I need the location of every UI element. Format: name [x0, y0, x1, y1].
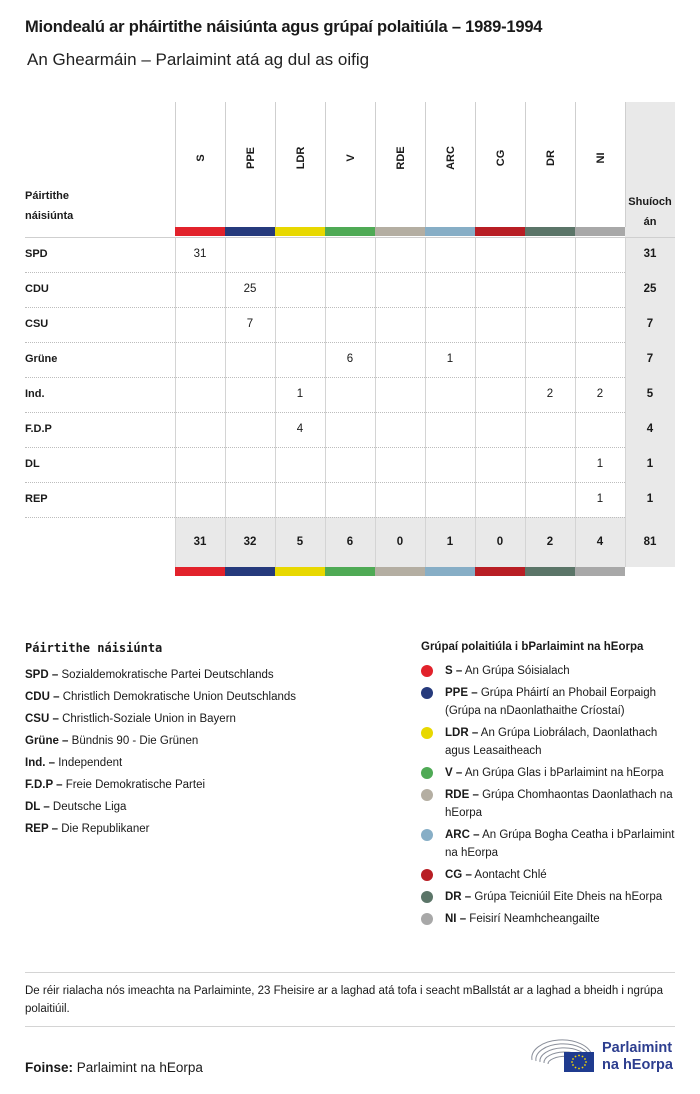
column-header-ldr [275, 102, 326, 227]
party-full-name: Freie Demokratische Partei [65, 779, 206, 791]
column-total: 6 [346, 536, 354, 548]
seat-cell [525, 237, 575, 272]
seat-cell: 7 [246, 318, 254, 330]
group-code: NI [595, 152, 607, 164]
top-color-swatch-s [175, 227, 225, 236]
column-header-rde [375, 102, 426, 227]
seat-cell [475, 482, 525, 517]
party-full-name: Deutsche Liga [52, 801, 127, 813]
group-code: ARC [445, 146, 457, 170]
column-header-dr [525, 102, 576, 227]
seat-cell [525, 307, 575, 342]
seat-cell [225, 412, 275, 447]
group-abbr: CG – [445, 869, 472, 881]
seat-cell: 4 [296, 423, 304, 435]
seat-cell [225, 377, 275, 412]
party-legend-item [25, 708, 296, 730]
seat-cell [175, 412, 225, 447]
party-name: Grüne [25, 353, 58, 365]
seat-cell [175, 482, 225, 517]
seat-cell [525, 412, 575, 447]
group-color-dot [421, 727, 433, 739]
seat-cell: 25 [243, 283, 257, 295]
group-color-dot [421, 687, 433, 699]
group-full-name: An Grúpa Bogha Ceatha i bParlaimint na hEorpa [445, 829, 675, 859]
seat-cell [425, 412, 475, 447]
page-subtitle: An Ghearmáin – Parlaimint atá ag dul as oifig [27, 50, 370, 69]
party-name: CDU [25, 283, 49, 295]
group-legend-item [421, 866, 681, 884]
row-divider [25, 447, 625, 448]
group-color-dot [421, 891, 433, 903]
source-line [25, 1060, 203, 1075]
column-total: 0 [396, 536, 404, 548]
seat-cell [225, 237, 275, 272]
top-color-swatch-ldr [275, 227, 325, 236]
seat-cell [325, 412, 375, 447]
column-header-ni [575, 102, 626, 227]
grand-total: 81 [643, 536, 657, 548]
seat-cell [525, 272, 575, 307]
column-total: 5 [296, 536, 304, 548]
source-label: Foinse: [25, 1060, 74, 1075]
total-header-line-1: Shuíoch [628, 196, 672, 208]
group-color-dot [421, 913, 433, 925]
bottom-color-swatch-v [325, 567, 375, 576]
table-row [25, 307, 675, 342]
bottom-color-swatch-s [175, 567, 225, 576]
group-legend [421, 641, 681, 932]
seat-cell [225, 447, 275, 482]
seat-cell [425, 237, 475, 272]
column-total: 2 [546, 536, 554, 548]
seat-cell [275, 447, 325, 482]
seat-cell [325, 307, 375, 342]
seat-cell [375, 412, 425, 447]
seat-cell: 31 [193, 248, 207, 260]
group-abbr: S – [445, 665, 463, 677]
page-title: Miondealú ar pháirtithe náisiúnta agus grúpaí polaitiúla – 1989-1994 [25, 18, 543, 36]
column-total: 4 [596, 536, 604, 548]
group-full-name: An Grúpa Glas i bParlaimint na hEorpa [464, 767, 664, 779]
seat-cell [175, 272, 225, 307]
seat-cell [175, 377, 225, 412]
seat-cell [425, 447, 475, 482]
seat-cell [375, 482, 425, 517]
seat-cell: 1 [296, 388, 304, 400]
group-legend-item [421, 662, 681, 680]
row-total: 4 [646, 423, 654, 435]
group-abbr: ARC – [445, 829, 480, 841]
column-header-arc [425, 102, 476, 227]
group-legend-item [421, 910, 681, 928]
party-abbr: CSU – [25, 713, 59, 725]
column-total: 1 [446, 536, 454, 548]
party-legend-item [25, 664, 296, 686]
top-color-swatch-ppe [225, 227, 275, 236]
row-divider [25, 482, 625, 483]
group-abbr: LDR – [445, 727, 479, 739]
group-color-dot [421, 869, 433, 881]
row-total: 5 [646, 388, 654, 400]
seat-cell [275, 307, 325, 342]
row-header-line-1: Páirtithe [25, 190, 70, 202]
group-color-dot [421, 665, 433, 677]
group-abbr: NI – [445, 913, 467, 925]
party-full-name: Independent [58, 757, 123, 769]
row-total: 1 [646, 458, 654, 470]
row-header-line-2: náisiúnta [25, 210, 74, 222]
seat-cell [475, 342, 525, 377]
column-header-cg [475, 102, 526, 227]
seat-cell [575, 237, 625, 272]
party-full-name: Bündnis 90 - Die Grünen [71, 735, 199, 747]
row-total: 1 [646, 493, 654, 505]
seat-cell [175, 447, 225, 482]
bottom-color-swatch-ppe [225, 567, 275, 576]
seat-cell [525, 482, 575, 517]
column-header-ppe [225, 102, 276, 227]
divider [25, 972, 675, 973]
party-abbr: F.D.P – [25, 779, 63, 791]
top-color-swatch-dr [525, 227, 575, 236]
party-name: Ind. [25, 388, 45, 400]
group-abbr: DR – [445, 891, 472, 903]
group-code: S [195, 154, 207, 162]
top-color-swatch-v [325, 227, 375, 236]
seat-cell [175, 307, 225, 342]
group-full-name: An Grúpa Sóisialach [464, 665, 570, 677]
party-legend-item [25, 796, 296, 818]
column-divider [625, 102, 626, 227]
seat-cell [325, 377, 375, 412]
table-row [25, 272, 675, 307]
seat-cell [475, 377, 525, 412]
seat-cell [575, 307, 625, 342]
table-row [25, 447, 675, 482]
group-code: PPE [245, 146, 257, 170]
group-legend-heading: Grúpaí polaitiúla i bParlaimint na hEorpa [421, 641, 644, 653]
row-divider [25, 377, 625, 378]
table-row [25, 482, 675, 517]
top-color-swatch-arc [425, 227, 475, 236]
party-name: CSU [25, 318, 49, 330]
european-parliament-logo [530, 1036, 680, 1076]
seat-cell [375, 342, 425, 377]
seat-cell [375, 447, 425, 482]
group-abbr: V – [445, 767, 463, 779]
group-legend-item [421, 826, 681, 862]
row-total: 7 [646, 318, 654, 330]
row-divider [25, 272, 625, 273]
party-legend-item [25, 752, 296, 774]
group-code: RDE [395, 146, 407, 170]
group-legend-item [421, 724, 681, 760]
seat-cell [275, 342, 325, 377]
column-total: 31 [193, 536, 207, 548]
logo-line-2: na hEorpa [602, 1057, 673, 1073]
party-abbr: DL – [25, 801, 50, 813]
bottom-color-swatch-rde [375, 567, 425, 576]
party-name: F.D.P [25, 423, 52, 435]
party-abbr: Ind. – [25, 757, 56, 769]
group-full-name: Feisirí Neamhcheangailte [469, 913, 600, 925]
column-header-s [175, 102, 226, 227]
party-name: SPD [25, 248, 48, 260]
seat-cell [375, 237, 425, 272]
seat-cell [575, 272, 625, 307]
group-legend-item [421, 764, 681, 782]
seat-cell [425, 307, 475, 342]
seat-cell [375, 377, 425, 412]
party-abbr: Grüne – [25, 735, 69, 747]
column-total: 0 [496, 536, 504, 548]
seat-cell [325, 272, 375, 307]
top-color-swatch-cg [475, 227, 525, 236]
party-name: REP [25, 493, 48, 505]
group-color-dot [421, 767, 433, 779]
seat-cell [275, 482, 325, 517]
party-legend [25, 641, 296, 840]
seat-cell [475, 412, 525, 447]
seat-cell [375, 272, 425, 307]
party-legend-item [25, 774, 296, 796]
row-header [25, 186, 73, 226]
row-total: 31 [643, 248, 657, 260]
divider [25, 1026, 675, 1027]
total-header-line-2: án [643, 216, 657, 228]
group-full-name: Grúpa Chomhaontas Daonlathach na hEorpa [445, 789, 673, 819]
group-full-name: Grúpa Teicniúil Eite Dheis na hEorpa [474, 891, 663, 903]
top-color-swatch-ni [575, 227, 625, 236]
seat-cell: 2 [546, 388, 554, 400]
row-divider [25, 307, 625, 308]
party-full-name: Die Republikaner [61, 823, 150, 835]
seat-cell: 6 [346, 353, 354, 365]
bottom-color-swatch-dr [525, 567, 575, 576]
group-code: V [345, 154, 357, 162]
row-total: 7 [646, 353, 654, 365]
party-abbr: REP – [25, 823, 59, 835]
party-legend-heading: Páirtithe náisiúnta [25, 641, 163, 655]
bottom-color-swatch-ldr [275, 567, 325, 576]
party-abbr: SPD – [25, 669, 59, 681]
seat-cell [275, 237, 325, 272]
table-row [25, 342, 675, 377]
total-column-header [625, 102, 675, 237]
bottom-color-swatch-cg [475, 567, 525, 576]
column-total: 32 [243, 536, 257, 548]
group-color-dot [421, 829, 433, 841]
seat-cell [175, 342, 225, 377]
party-legend-item [25, 686, 296, 708]
seat-cell [425, 482, 475, 517]
group-code: DR [545, 150, 557, 166]
party-abbr: CDU – [25, 691, 60, 703]
source-value: Parlaimint na hEorpa [76, 1060, 203, 1075]
group-legend-item [421, 786, 681, 822]
party-full-name: Christlich Demokratische Union Deutschlands [62, 691, 297, 703]
seat-cell [225, 482, 275, 517]
group-legend-item [421, 888, 681, 906]
seat-cell [375, 307, 425, 342]
party-name: DL [25, 458, 40, 470]
top-color-swatch-rde [375, 227, 425, 236]
column-header-v [325, 102, 376, 227]
seat-cell [525, 342, 575, 377]
group-abbr: PPE – [445, 687, 478, 699]
group-color-dot [421, 789, 433, 801]
seat-cell [325, 482, 375, 517]
row-divider [25, 412, 625, 413]
party-legend-item [25, 818, 296, 840]
seat-cell [425, 272, 475, 307]
seat-cell [525, 447, 575, 482]
seat-cell [275, 272, 325, 307]
seat-cell [475, 447, 525, 482]
party-full-name: Sozialdemokratische Partei Deutschlands [61, 669, 274, 681]
group-full-name: Grúpa Pháirtí an Phobail Eorpaigh (Grúpa na nDaonlathaithe Críostaí) [445, 687, 656, 717]
table-row [25, 377, 675, 412]
seat-cell: 2 [596, 388, 604, 400]
hemicycle-icon [530, 1036, 598, 1074]
seat-cell [575, 412, 625, 447]
seat-cell: 1 [596, 458, 604, 470]
seat-cell [325, 447, 375, 482]
group-abbr: RDE – [445, 789, 479, 801]
party-full-name: Christlich-Soziale Union in Bayern [62, 713, 236, 725]
bottom-color-swatch-arc [425, 567, 475, 576]
seat-cell [475, 307, 525, 342]
row-divider [25, 342, 625, 343]
row-total: 25 [643, 283, 657, 295]
seat-cell [475, 272, 525, 307]
party-legend-item [25, 730, 296, 752]
seat-cell: 1 [596, 493, 604, 505]
footnote: De réir rialacha nós imeachta na Parlaiminte, 23 Fheisire ar a laghad atá tofa i seacht mBallstát ar a laghad a bheidh i ngrúpa polaitiúil. [25, 985, 663, 1015]
group-legend-item [421, 684, 681, 720]
seat-cell [425, 377, 475, 412]
table-row [25, 237, 675, 272]
group-code: CG [495, 149, 507, 167]
bottom-color-swatch-ni [575, 567, 625, 576]
group-full-name: An Grúpa Liobrálach, Daonlathach agus Leasaitheach [445, 727, 658, 757]
group-full-name: Aontacht Chlé [474, 869, 547, 881]
logo-line-1: Parlaimint [602, 1040, 673, 1056]
seat-cell: 1 [446, 353, 454, 365]
seat-cell [225, 342, 275, 377]
seat-cell [325, 237, 375, 272]
group-code: LDR [295, 146, 307, 170]
seat-cell [575, 342, 625, 377]
table-row [25, 412, 675, 447]
seat-cell [475, 237, 525, 272]
